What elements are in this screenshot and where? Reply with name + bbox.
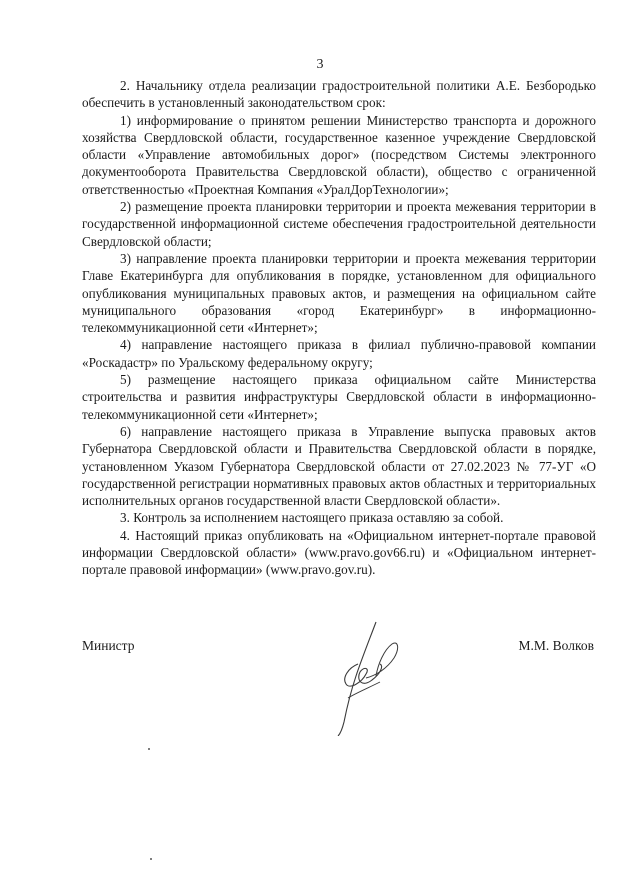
paragraph-subitem-2: 2) размещение проекта планировки территории и проекта межевания территории в государственной информационной системе обеспечения градостроительной деятельности Свердловской области; <box>82 199 596 249</box>
paragraph-subitem-5: 5) размещение настоящего приказа официальном сайте Министерства строительства и развития инфраструктуры Свердловской области в информационно-телекоммуникационной сети «Интернет»; <box>82 372 596 422</box>
document-body <box>82 77 596 579</box>
paragraph-item-2: 2. Начальнику отдела реализации градостроительной политики А.Е. Безбородько обеспечить в установленный законодательством срок: <box>82 78 596 111</box>
paragraph-item-4: 4. Настоящий приказ опубликовать на «Официальном интернет-портале правовой информации Свердловской области» (www.pravo.gov66.ru) и «Официальном интернет-портале правовой информации» (www.pravo.gov.ru). <box>82 527 596 578</box>
handwritten-signature <box>318 618 413 736</box>
paragraph-item-3: 3. Контроль за исполнением настоящего приказа оставляю за собой. <box>120 510 504 526</box>
signatory-title: Министр <box>82 638 135 653</box>
scan-speck <box>148 748 150 750</box>
paragraph-subitem-3: 3) направление проекта планировки территории и проекта межевания территории Главе Екатеринбурга для опубликования в порядке, установленном для официального опубликования муниципальных правовых актов, и размещения на официальном сайте муниципального образования «город Екатеринбург» в информационно-телекоммуникационной сети «Интернет»; <box>82 250 596 336</box>
paragraph-subitem-1: 1) информирование о принятом решении Министерство транспорта и дорожного хозяйства Свердловской области, государственное казенное учреждение Свердловской области «Управление автомобильных дорог» (посредством Системы электронного документооборота Правительства Свердловской области), общество с ограниченной ответственностью «Проектная Компания «УралДорТехнологии»; <box>82 112 596 197</box>
scan-speck <box>150 858 152 860</box>
paragraph-subitem-4: 4) направление настоящего приказа в филиал публично-правовой компании «Роскадастр» по Уральскому федеральному округу; <box>82 337 596 370</box>
paragraph-subitem-6: 6) направление настоящего приказа в Управление выпуска правовых актов Губернатора Свердловской области и Правительства Свердловской области в порядке, установленном Указом Губернатора Свердловской области от 27.02.2023 № 77-УГ «О государственной регистрации нормативных правовых актов областных и территориальных исполнительных органов государственной власти Свердловской области». <box>82 423 596 509</box>
page-number: 3 <box>316 57 324 72</box>
signatory-name: М.М. Волков <box>518 638 594 653</box>
